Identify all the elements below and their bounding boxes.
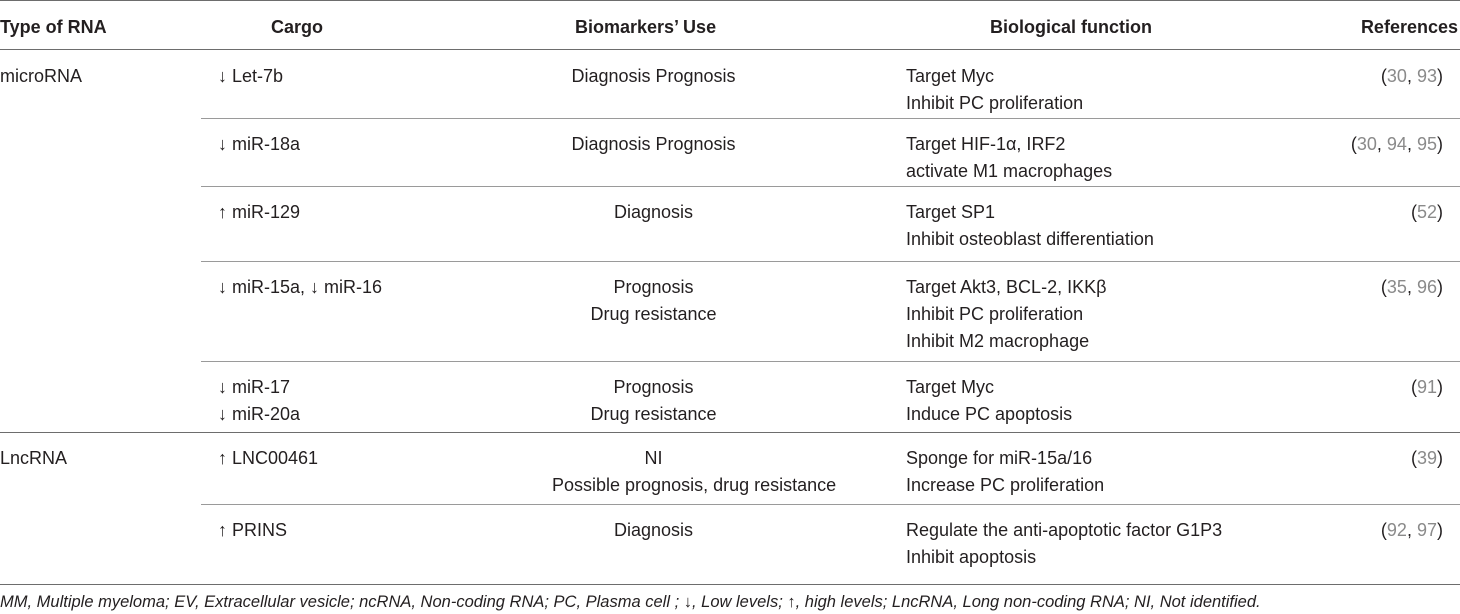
table-row	[0, 50, 1460, 118]
cargo-cell-line: ↓ miR-17	[218, 377, 291, 397]
row-divider	[0, 584, 1460, 585]
biomarker-cell-line: Possible prognosis, drug resistance	[552, 475, 837, 495]
function-cell-line: Target HIF-1α, IRF2	[906, 134, 1066, 154]
reference-link[interactable]: 97	[1416, 520, 1437, 540]
references-cell: (30, 94, 95)	[1350, 134, 1443, 154]
biomarker-cell	[552, 374, 755, 428]
reference-link[interactable]: 94	[1386, 134, 1407, 154]
cargo-cell	[218, 63, 283, 90]
header-biomarkers: Biomarkers’ Use	[575, 17, 717, 37]
cargo-cell-line: ↓ miR-15a, ↓ miR-16	[218, 277, 383, 297]
cargo-cell	[218, 445, 318, 472]
biomarker-cell	[552, 274, 755, 328]
function-cell-line: Target Myc	[906, 377, 995, 397]
table-footnote: MM, Multiple myeloma; EV, Extracellular vesicle; ncRNA, Non-coding RNA; PC, Plasma cell ; ↓, Low levels; ↑, high levels; LncRNA, Long non-coding RNA; NI, Not identified.	[0, 593, 1261, 611]
function-cell-line: Induce PC apoptosis	[906, 404, 1073, 424]
function-cell	[906, 374, 1072, 428]
function-cell-line: Increase PC proliferation	[906, 475, 1105, 495]
reference-link[interactable]: 39	[1416, 448, 1437, 468]
function-cell-line: Inhibit PC proliferation	[906, 93, 1084, 113]
header-cargo: Cargo	[271, 17, 324, 37]
references-cell: (52)	[1410, 202, 1443, 222]
rna-type-cell: microRNA	[0, 66, 83, 86]
cargo-cell-line: ↓ miR-20a	[218, 404, 301, 424]
cargo-cell-line: ↓ miR-18a	[218, 134, 301, 154]
header-function: Biological function	[990, 17, 1152, 37]
header-type: Type of RNA	[0, 17, 107, 37]
reference-link[interactable]: 93	[1416, 66, 1437, 86]
table-row	[0, 186, 1460, 261]
reference-link[interactable]: 35	[1386, 277, 1407, 297]
references-cell: (35, 96)	[1380, 277, 1443, 297]
biomarker-cell-line: Drug resistance	[590, 304, 717, 324]
references-cell: (91)	[1410, 377, 1443, 397]
biomarker-cell	[552, 63, 755, 90]
cargo-cell-line: ↑ PRINS	[218, 520, 288, 540]
cargo-cell	[218, 374, 300, 428]
function-cell-line: activate M1 macrophages	[906, 161, 1113, 181]
rna-type-cell: LncRNA	[0, 448, 68, 468]
reference-link[interactable]: 92	[1386, 520, 1407, 540]
biomarker-cell	[552, 131, 755, 158]
function-cell-line: Target Akt3, BCL-2, IKKβ	[906, 277, 1107, 297]
function-cell	[906, 517, 1222, 571]
biomarker-cell	[552, 445, 837, 499]
function-cell	[906, 63, 1083, 117]
function-cell-line: Inhibit M2 macrophage	[906, 331, 1090, 351]
reference-link[interactable]: 30	[1356, 134, 1377, 154]
function-cell-line: Inhibit osteoblast differentiation	[906, 229, 1154, 249]
table-row	[0, 361, 1460, 432]
reference-link[interactable]: 52	[1416, 202, 1437, 222]
biomarker-cell-line: Prognosis	[613, 277, 694, 297]
table-row	[0, 261, 1460, 361]
table-header	[0, 0, 1460, 50]
function-cell-line: Target Myc	[906, 66, 995, 86]
biomarker-cell-line: Diagnosis	[613, 202, 694, 222]
function-cell-line: Target SP1	[906, 202, 996, 222]
cargo-cell-line: ↑ LNC00461	[218, 448, 319, 468]
cargo-cell	[218, 199, 300, 226]
reference-link[interactable]: 95	[1416, 134, 1437, 154]
header-references: References	[1360, 17, 1458, 37]
function-cell	[906, 445, 1104, 499]
cargo-cell	[218, 131, 300, 158]
references-cell: (92, 97)	[1380, 520, 1443, 540]
function-cell-line: Inhibit apoptosis	[906, 547, 1037, 567]
biomarker-cell-line: Diagnosis Prognosis	[571, 66, 736, 86]
reference-link[interactable]: 91	[1416, 377, 1437, 397]
reference-link[interactable]: 96	[1416, 277, 1437, 297]
function-cell	[906, 199, 1154, 253]
reference-link[interactable]: 30	[1386, 66, 1407, 86]
table-row	[0, 432, 1460, 504]
biomarker-cell-line: Diagnosis Prognosis	[571, 134, 736, 154]
biomarker-cell-line: Prognosis	[613, 377, 694, 397]
cargo-cell-line: ↑ miR-129	[218, 202, 301, 222]
function-cell	[906, 274, 1106, 355]
biomarker-cell-line: NI	[644, 448, 663, 468]
references-cell: (39)	[1410, 448, 1443, 468]
cargo-cell	[218, 517, 287, 544]
cargo-cell-line: ↓ Let-7b	[218, 66, 284, 86]
references-cell: (30, 93)	[1380, 66, 1443, 86]
biomarker-cell	[552, 517, 755, 544]
table-row	[0, 118, 1460, 186]
function-cell	[906, 131, 1112, 185]
biomarker-cell-line: Drug resistance	[590, 404, 717, 424]
function-cell-line: Regulate the anti-apoptotic factor G1P3	[906, 520, 1223, 540]
table-row	[0, 504, 1460, 584]
biomarker-cell-line: Diagnosis	[613, 520, 694, 540]
biomarker-cell	[552, 199, 755, 226]
cargo-cell	[218, 274, 382, 301]
function-cell-line: Sponge for miR-15a/16	[906, 448, 1093, 468]
function-cell-line: Inhibit PC proliferation	[906, 304, 1084, 324]
